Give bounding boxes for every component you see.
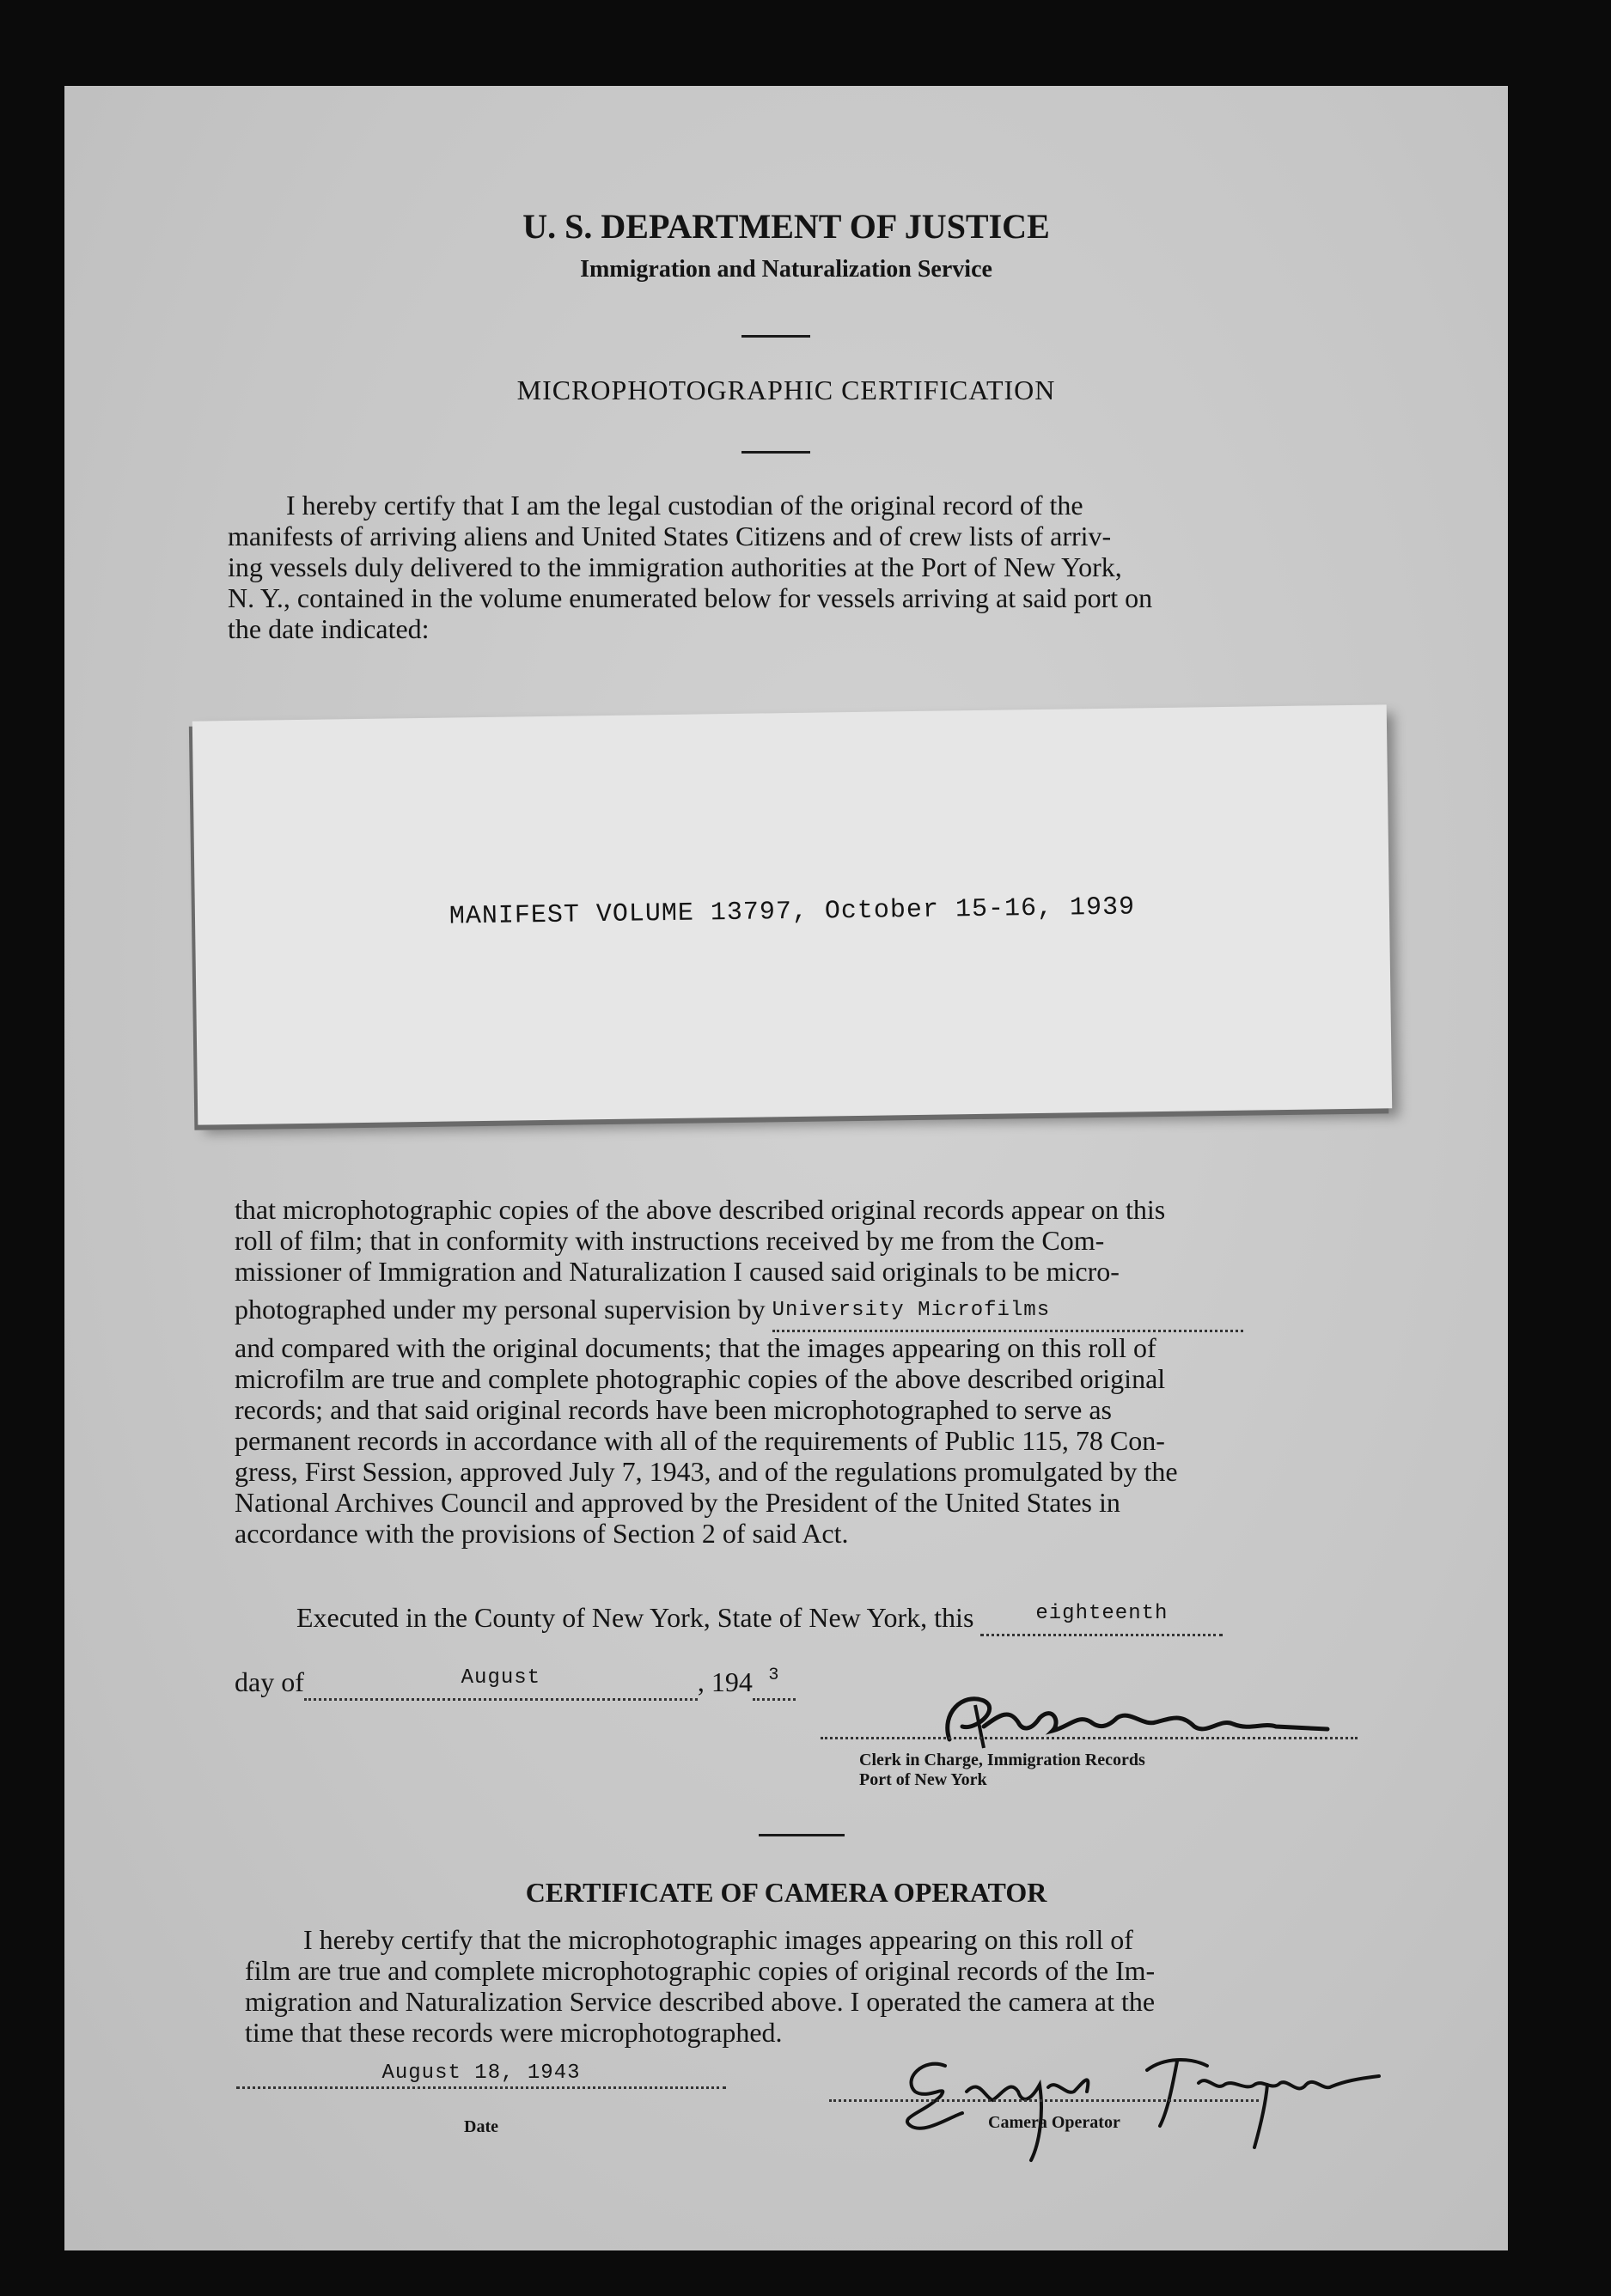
manifest-volume-slip: [192, 704, 1392, 1124]
divider: [741, 451, 810, 454]
manifest-volume-label: MANIFEST VOLUME 13797, October 15-16, 1939: [449, 892, 1136, 932]
intro-line: I hereby certify that I am the legal custodian of the original record of the: [286, 490, 1083, 521]
camera-operator-paragraph: [245, 1924, 1370, 2048]
body-line: gress, First Session, approved July 7, 1943, and of the regulations promulgated by the: [235, 1456, 1178, 1487]
operator-date-field: [236, 2062, 726, 2089]
day-of-label: day of: [235, 1666, 304, 1697]
body-line: permanent records in accordance with all of the requirements of Public 115, 78 Con-: [235, 1425, 1165, 1456]
body-line: National Archives Council and approved by the President of the United States in: [235, 1487, 1120, 1518]
operator-date-value: August 18, 1943: [381, 2062, 581, 2085]
clerk-title-line: Port of New York: [859, 1770, 987, 1789]
executed-day-field: [980, 1602, 1223, 1636]
intro-paragraph: [228, 490, 1345, 644]
clerk-title-line: Clerk in Charge, Immigration Records: [859, 1751, 1145, 1769]
operator-line: film are true and complete microphotographic copies of original records of the Im-: [245, 1955, 1156, 1986]
body-line: that microphotographic copies of the above described original records appear on this: [235, 1194, 1166, 1225]
camera-operator-title: CERTIFICATE OF CAMERA OPERATOR: [525, 1877, 1047, 1908]
clerk-title: [859, 1751, 1145, 1790]
camera-operator-label: Camera Operator: [988, 2113, 1120, 2132]
executed-prefix: Executed in the County of New York, State of New York, this: [296, 1602, 974, 1633]
divider: [741, 335, 810, 338]
operator-line: time that these records were microphotographed.: [245, 2017, 783, 2048]
month-value: August: [461, 1666, 541, 1690]
supervision-line: [235, 1294, 1352, 1332]
date-line: [235, 1666, 1008, 1701]
executed-line: [296, 1602, 1431, 1636]
year-prefix: , 194: [697, 1666, 753, 1697]
year-field: [753, 1666, 796, 1701]
camera-operator-signature: [863, 2031, 1413, 2165]
month-field: [304, 1666, 698, 1701]
divider: [759, 1834, 845, 1836]
certification-body: [235, 1194, 1352, 1549]
intro-line: manifests of arriving aliens and United States Citizens and of crew lists of arriv-: [228, 521, 1112, 551]
body-line: accordance with the provisions of Section 2 of said Act.: [235, 1518, 849, 1549]
supervisor-field: [772, 1294, 1243, 1332]
intro-line: ing vessels duly delivered to the immigration authorities at the Port of New York,: [228, 551, 1122, 582]
executed-day-value: eighteenth: [1035, 1602, 1169, 1625]
certificate-sheet: [64, 86, 1508, 2250]
body-line: roll of film; that in conformity with instructions received by me from the Com-: [235, 1225, 1105, 1256]
operator-line: I hereby certify that the microphotographic images appearing on this roll of: [303, 1924, 1133, 1955]
intro-line: N. Y., contained in the volume enumerated below for vessels arriving at said port on: [228, 582, 1153, 613]
body-line: missioner of Immigration and Naturalization I caused said originals to be micro-: [235, 1256, 1120, 1287]
body-line: and compared with the original documents; that the images appearing on this roll of: [235, 1332, 1156, 1363]
date-label: Date: [464, 2117, 498, 2136]
supervision-prefix: photographed under my personal supervision by: [235, 1294, 766, 1325]
agency-heading: U. S. DEPARTMENT OF JUSTICE: [522, 207, 1050, 246]
year-value: 3: [768, 1666, 780, 1685]
form-title: MICROPHOTOGRAPHIC CERTIFICATION: [516, 375, 1056, 405]
intro-line: the date indicated:: [228, 613, 430, 644]
body-line: records; and that said original records have been microphotographed to serve as: [235, 1394, 1112, 1425]
supervisor-value: University Microfilms: [772, 1299, 1051, 1322]
clerk-signature-line: [821, 1737, 1358, 1739]
operator-line: migration and Naturalization Service described above. I operated the camera at the: [245, 1986, 1156, 2017]
operator-date-line: [236, 2086, 726, 2089]
service-subheading: Immigration and Naturalization Service: [580, 256, 992, 283]
body-line: microfilm are true and complete photographic copies of the above described original: [235, 1363, 1166, 1394]
operator-signature-line: [829, 2099, 1259, 2102]
